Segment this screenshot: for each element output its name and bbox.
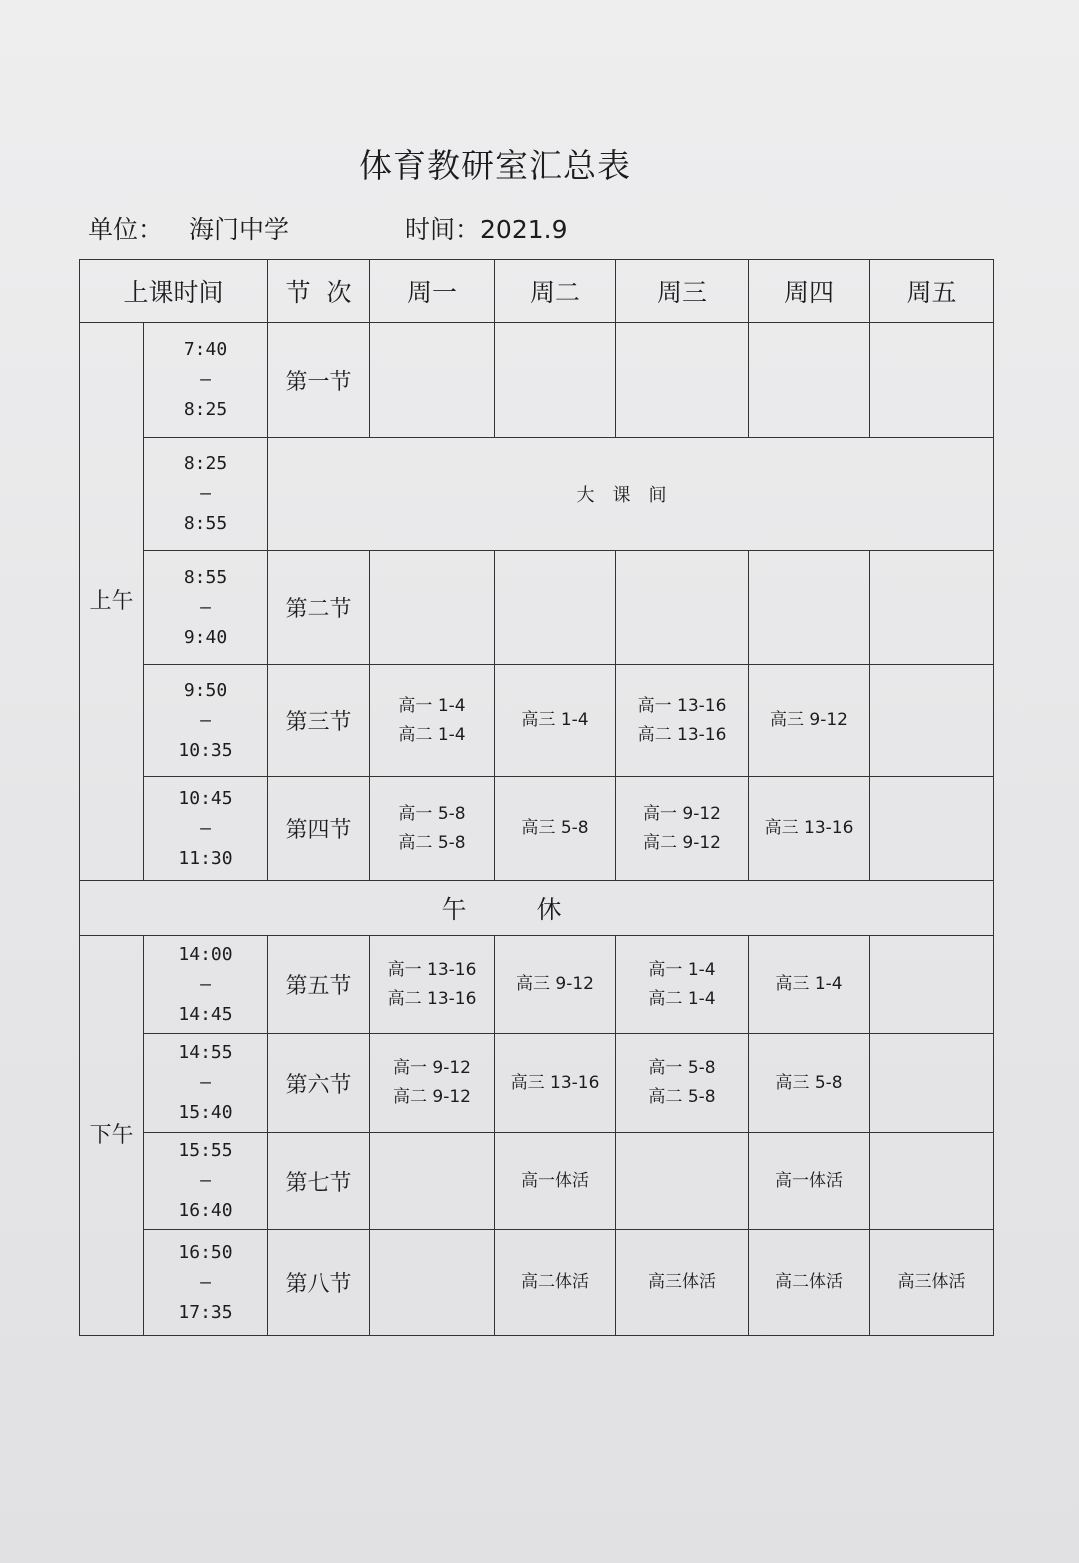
lesson-name: 第四节 [268,777,370,881]
unit-value: 海门中学 [189,215,290,244]
time-slot-line: 10:45 [178,787,233,809]
schedule-cell [495,777,616,881]
text-line: 上 [89,588,112,614]
schedule-cell [616,1133,749,1230]
text-line: 高一 1-4 [648,959,716,980]
schedule-cell [870,936,994,1034]
text-line: 高二 9-12 [643,832,722,853]
time-slot-line: — [200,817,211,839]
schedule-table [79,259,994,1336]
morning-label [80,323,144,881]
time-value: 2021.9 [480,215,568,244]
lesson-name: 第七节 [268,1133,370,1230]
table-row [80,881,994,936]
time-slot [144,665,268,777]
text-line: 高二体活 [521,1272,590,1292]
table-row [80,323,994,438]
time-slot-line: 11:30 [178,847,233,869]
big-break-cell: 大课间 [268,438,994,551]
table-row [80,1034,994,1133]
time-slot [144,551,268,665]
lesson-name: 第五节 [268,936,370,1034]
time-slot-line: 10:35 [178,739,233,761]
text-line: 高一 9-12 [643,803,722,824]
lesson-name: 第一节 [268,323,370,438]
schedule-cell [749,1034,870,1133]
time-slot-line: 8:55 [183,566,228,588]
text-line: 高一 5-8 [648,1058,716,1078]
text-line: 高三 1-4 [521,710,589,730]
text-line: 高一 5-8 [398,803,466,824]
schedule-cell [616,1034,749,1133]
text-line: 高三 13-16 [764,818,854,838]
lunch-break-cell: 午休 [80,881,994,936]
schedule-cell [370,323,495,438]
time-slot-line: — [200,369,211,390]
text-line: 高一 13-16 [637,695,727,716]
time-slot-line: 16:40 [178,1200,233,1221]
schedule-cell [870,1133,994,1230]
time-slot-line: — [200,973,211,995]
schedule-cell [749,323,870,438]
time-slot [144,438,268,551]
unit-line [88,210,289,246]
schedule-cell [370,551,495,665]
schedule-cell [870,665,994,777]
time-slot-line: 15:55 [178,1140,233,1161]
time-slot-line: 14:45 [178,1003,233,1025]
table-row [80,777,994,881]
schedule-cell [870,551,994,665]
text-line: 高二 5-8 [398,832,466,853]
text-line: 高三 9-12 [516,974,595,994]
time-slot [144,1230,268,1336]
lesson-name: 第三节 [268,665,370,777]
text-line: 高三体活 [648,1272,717,1292]
schedule-cell [370,1133,495,1230]
schedule-cell [870,323,994,438]
schedule-cell [370,777,495,881]
schedule-cell [495,1133,616,1230]
document-title: 体育教研室汇总表 [359,146,631,185]
schedule-cell [616,777,749,881]
schedule-cell [495,1230,616,1336]
schedule-cell [370,665,495,777]
schedule-cell [495,551,616,665]
schedule-cell [495,665,616,777]
schedule-cell [749,665,870,777]
unit-label: 单位： [88,215,164,244]
schedule-cell [870,777,994,881]
text-line: 高一 9-12 [393,1058,472,1078]
schedule-cell [495,323,616,438]
time-slot-line: 15:40 [178,1102,233,1123]
schedule-cell [616,551,749,665]
text-line: 高二 5-8 [648,1087,716,1107]
header-thu: 周四 [749,260,870,323]
time-slot-line: 14:55 [178,1042,233,1063]
text-line: 高二 1-4 [648,988,716,1009]
time-slot [144,1133,268,1230]
afternoon-label [80,936,144,1336]
time-slot-line: 9:40 [183,626,228,648]
text-line: 高三 5-8 [521,818,589,838]
time-slot-line: — [200,709,211,731]
text-line: 高一体活 [521,1170,590,1191]
schedule-cell [749,777,870,881]
text-line: 高一 1-4 [398,695,466,716]
schedule-cell [870,1230,994,1336]
text-line: 高一 13-16 [387,959,477,980]
schedule-cell [370,936,495,1034]
header-tue: 周二 [495,260,616,323]
header-mon: 周一 [370,260,495,323]
time-slot [144,323,268,438]
text-line: 高三 5-8 [775,1072,843,1093]
schedule-cell [616,323,749,438]
text-line: 高三 1-4 [775,974,843,994]
lesson-name: 第六节 [268,1034,370,1133]
schedule-cell [370,1230,495,1336]
time-slot-line: 8:25 [183,399,228,420]
text-line: 高二体活 [775,1272,844,1292]
table-row [80,551,994,665]
time-slot-line: 16:50 [178,1241,233,1263]
text-line: 高三 13-16 [510,1072,600,1093]
text-line: 高一体活 [775,1170,844,1191]
header-wed: 周三 [616,260,749,323]
schedule-cell [749,936,870,1034]
text-line: 高三 9-12 [770,710,849,730]
schedule-cell [616,665,749,777]
time-slot [144,777,268,881]
text-line: 高三体活 [897,1272,966,1292]
schedule-cell [749,551,870,665]
text-line: 午 [111,588,134,614]
time-slot-line: 7:40 [183,339,228,360]
header-class-time: 上课时间 [80,260,268,323]
time-slot-line: — [200,1072,211,1093]
table-row [80,438,994,551]
table-row [80,936,994,1034]
schedule-cell [616,1230,749,1336]
time-slot [144,1034,268,1133]
time-slot-line: 9:50 [183,679,228,701]
table-row [80,1133,994,1230]
table-row [80,665,994,777]
schedule-cell [495,1034,616,1133]
header-period: 节 次 [268,260,370,323]
text-line: 下 [89,1122,112,1148]
time-line [405,210,568,246]
schedule-cell [370,1034,495,1133]
text-line: 高二 13-16 [637,724,727,745]
lesson-name: 第八节 [268,1230,370,1336]
time-slot-line: 8:25 [183,453,228,474]
text-line: 高二 1-4 [398,724,466,745]
time-slot-line: — [200,1271,211,1293]
text-line: 高二 13-16 [387,988,477,1009]
text-line: 午 [111,1122,134,1148]
time-slot-line: — [200,1170,211,1191]
time-slot-line: — [200,596,211,618]
schedule-cell [616,936,749,1034]
schedule-cell [749,1133,870,1230]
time-label: 时间： [405,215,481,244]
schedule-cell [870,1034,994,1133]
time-slot [144,936,268,1034]
header-row [80,260,994,323]
schedule-cell [495,936,616,1034]
time-slot-line: 8:55 [183,513,228,534]
time-slot-line: — [200,483,211,504]
time-slot-line: 14:00 [178,943,233,965]
table-row [80,1230,994,1336]
header-fri: 周五 [870,260,994,323]
time-slot-line: 17:35 [178,1301,233,1323]
schedule-cell [749,1230,870,1336]
text-line: 高二 9-12 [393,1087,472,1107]
lesson-name: 第二节 [268,551,370,665]
